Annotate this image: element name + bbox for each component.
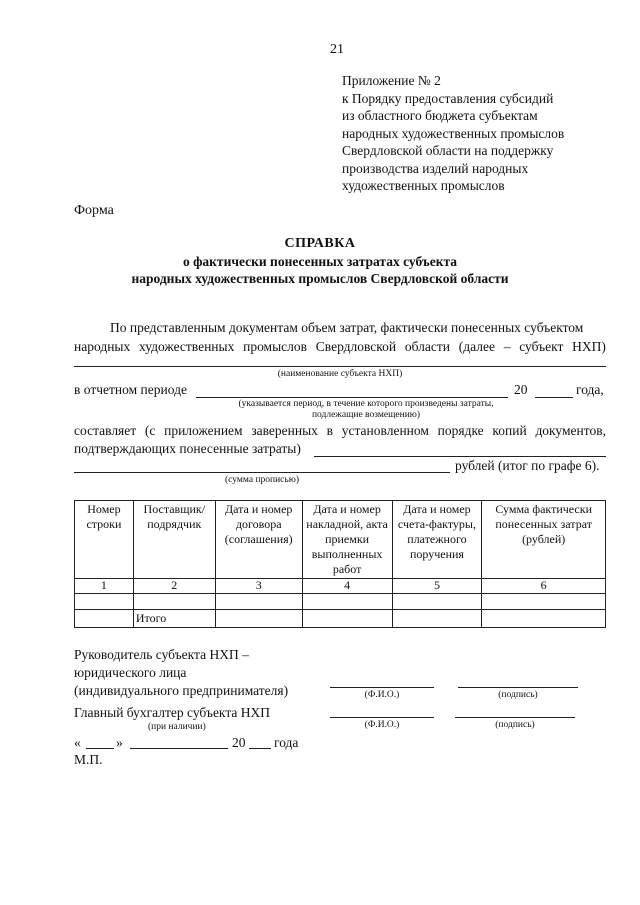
paragraph-line [74, 339, 606, 355]
paragraph-line: подтверждающих понесенные затраты) [74, 441, 301, 456]
word: порядке [437, 423, 484, 438]
total-label: Итого [133, 610, 215, 628]
word: – [503, 339, 511, 354]
document-subtitle: народных художественных промыслов Свердловской области [131, 271, 509, 286]
appendix-line: Приложение № 2 [342, 73, 441, 88]
header-cell: Дата и номер договора (соглашения) [215, 501, 302, 579]
subject-name-field[interactable] [74, 366, 606, 367]
word: промыслов [243, 339, 308, 354]
form-label: Форма [74, 203, 114, 218]
column-number: 1 [75, 579, 134, 594]
appendix-block [342, 72, 564, 195]
hint-sign: (подпись) [498, 690, 538, 700]
appendix-line: к Порядку предоставления субсидий [342, 90, 554, 106]
word: НХП) [572, 339, 606, 354]
hint-period: подлежащие возмещению) [311, 410, 421, 420]
sum-field[interactable] [314, 456, 606, 457]
appendix-line: народных художественных промыслов [342, 125, 565, 141]
date-year-prefix: 20 [232, 735, 246, 750]
table-cell[interactable] [133, 594, 215, 610]
table-cell[interactable] [482, 594, 606, 610]
head-fio-field[interactable] [330, 687, 434, 688]
word: (далее [458, 339, 495, 354]
table-cell[interactable] [215, 594, 302, 610]
hint-subject-name: (наименование субъекта НХП) [277, 369, 403, 379]
word: в [326, 423, 334, 438]
year-field[interactable] [535, 397, 573, 398]
head-sign-field[interactable] [458, 687, 578, 688]
appendix-line: производства изделий народных [342, 160, 529, 176]
word: копий [492, 423, 527, 438]
word: приложением [164, 423, 243, 438]
word: заверенных [251, 423, 318, 438]
hint-fio: (Ф.И.О.) [364, 720, 400, 730]
column-number: 2 [133, 579, 215, 594]
table-cell[interactable] [75, 610, 134, 628]
sum-words-field[interactable] [74, 472, 450, 473]
column-number: 6 [482, 579, 606, 594]
paragraph-line [74, 423, 606, 439]
header-cell: Поставщик/ подрядчик [133, 501, 215, 579]
hint-fio: (Ф.И.О.) [364, 690, 400, 700]
accountant-label: Главный бухгалтер субъекта НХП [74, 705, 270, 720]
header-cell: Сумма фактически понесенных затрат (рублей) [482, 501, 606, 579]
column-number: 5 [392, 579, 482, 594]
column-number: 3 [215, 579, 302, 594]
day-field[interactable] [86, 748, 114, 749]
word: составляет [74, 423, 137, 438]
table-cell[interactable] [75, 594, 134, 610]
appendix-line: Свердловской области на поддержку [342, 143, 554, 158]
hint-sum: (сумма прописью) [225, 475, 299, 485]
table-cell[interactable] [215, 610, 302, 628]
head-label: Руководитель субъекта НХП – [74, 647, 249, 662]
table-cell[interactable] [482, 610, 606, 628]
header-cell: Номер строки [75, 501, 134, 579]
date-year-suffix: года [274, 735, 299, 750]
table-cell[interactable] [302, 610, 392, 628]
document-subtitle: о фактически понесенных затратах субъекта [182, 254, 458, 269]
month-field[interactable] [130, 748, 228, 749]
table-header-row [75, 501, 606, 579]
page-number: 21 [330, 42, 344, 57]
year-suffix: года, [576, 382, 604, 397]
word: (с [144, 423, 156, 438]
word: Свердловской [315, 339, 397, 354]
document-title: СПРАВКА [284, 236, 356, 251]
word: субъект [519, 339, 564, 354]
table-cell[interactable] [392, 610, 482, 628]
date-close-quote: » [116, 735, 123, 750]
word: установленном [341, 423, 429, 438]
hint-period: (указывается период, в течение которого произведены затраты, [238, 399, 494, 409]
accountant-fio-field[interactable] [330, 717, 434, 718]
word: художественных [139, 339, 235, 354]
appendix-line: из областного бюджета субъектам [342, 108, 538, 123]
header-cell: Дата и номер накладной, акта приемки выполненных работ [302, 501, 392, 579]
word: документов, [535, 423, 606, 438]
date-year-field[interactable] [249, 748, 271, 749]
period-field[interactable] [196, 397, 508, 398]
column-number: 4 [302, 579, 392, 594]
paragraph-line: По представленным документам объем затрат, фактически понесенных субъектом [110, 320, 584, 335]
table-cell[interactable] [392, 594, 482, 610]
period-label: в отчетном периоде [74, 382, 187, 397]
stamp-label: М.П. [74, 752, 103, 767]
appendix-line: художественных промыслов [342, 178, 505, 193]
accountant-sign-field[interactable] [455, 717, 575, 718]
total-row [75, 610, 606, 628]
word: народных [74, 339, 131, 354]
year-prefix: 20 [514, 382, 528, 397]
word: области [404, 339, 451, 354]
costs-table [74, 500, 606, 628]
rubles-text: рублей (итог по графе 6). [455, 458, 600, 473]
header-cell: Дата и номер счета-фактуры, платежного поручения [392, 501, 482, 579]
date-open-quote: « [74, 735, 81, 750]
table-cell[interactable] [302, 594, 392, 610]
hint-sign: (подпись) [495, 720, 535, 730]
table-row [75, 594, 606, 610]
hint-if-any: (при наличии) [148, 722, 206, 732]
head-label: (индивидуального предпринимателя) [74, 683, 289, 698]
head-label: юридического лица [74, 665, 187, 680]
column-number-row [75, 579, 606, 594]
